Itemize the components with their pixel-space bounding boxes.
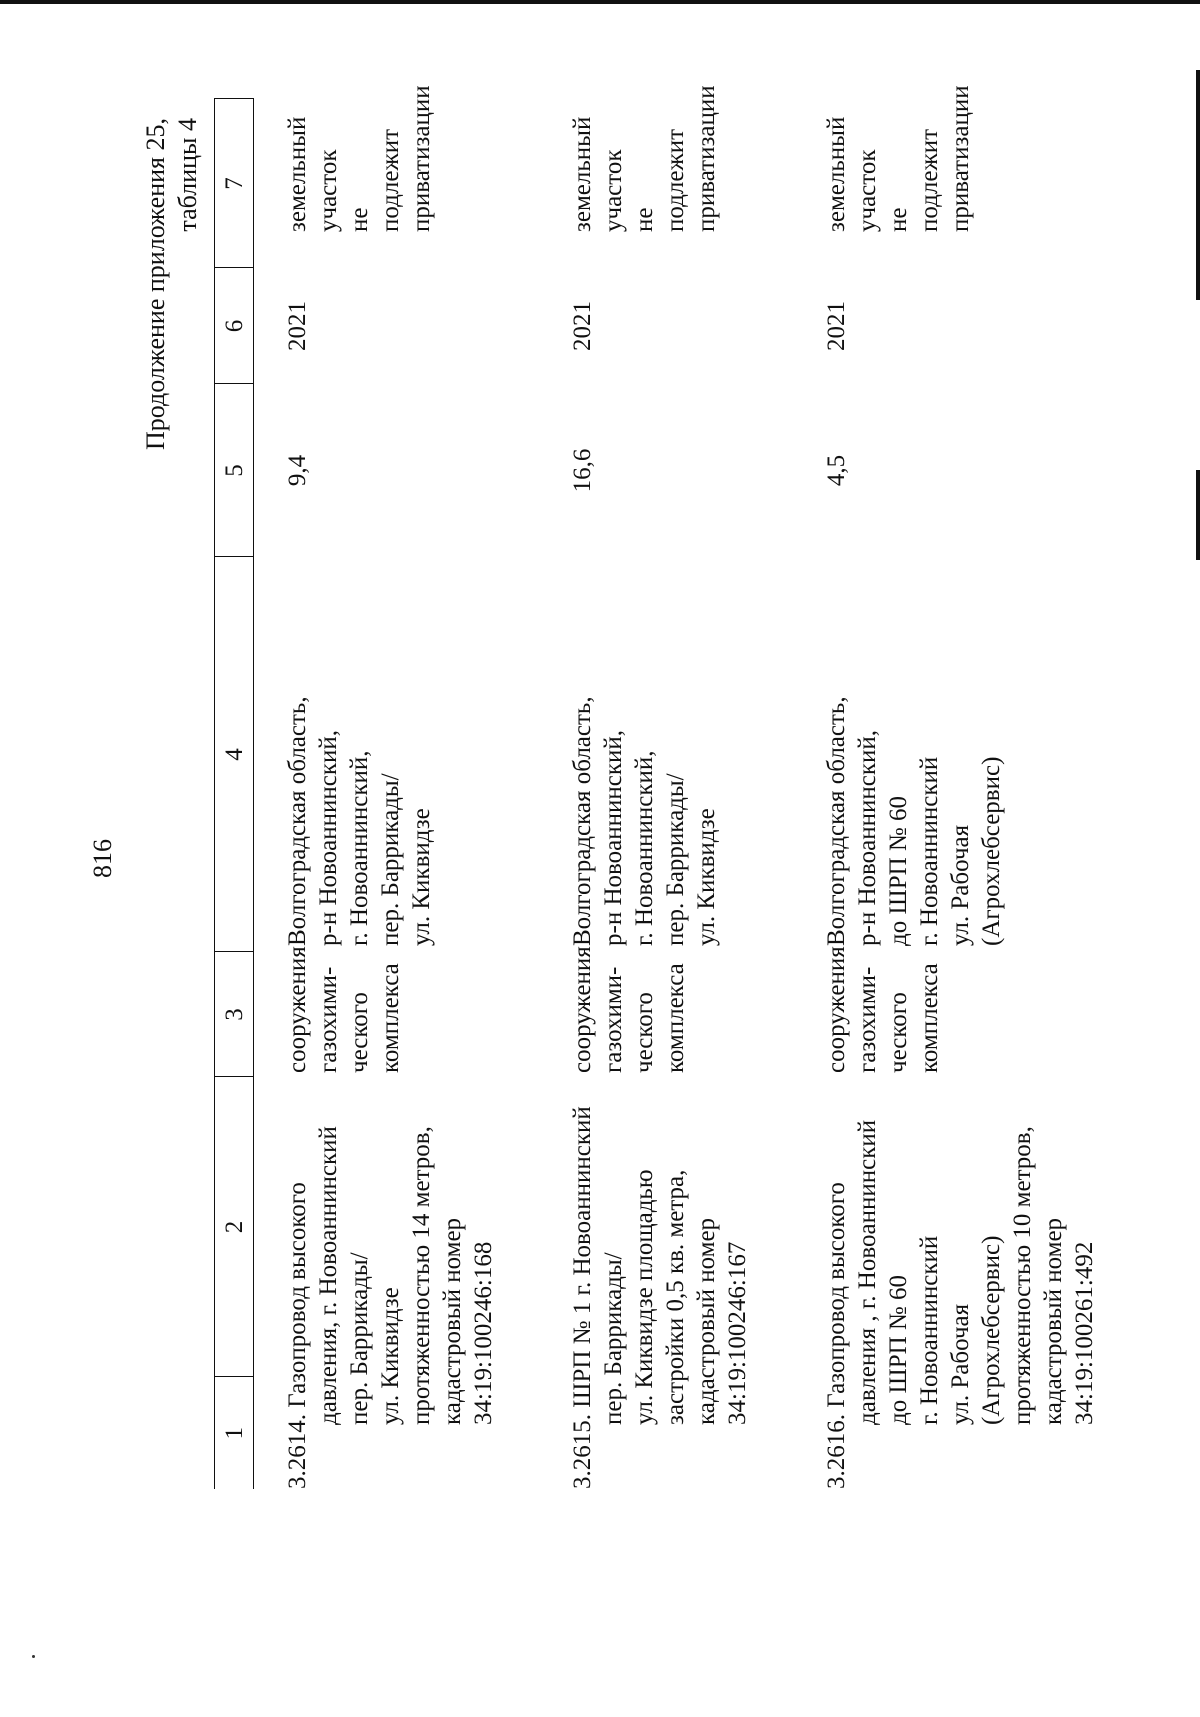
caption-line-2: таблицы 4 <box>173 118 202 232</box>
table-row <box>793 99 1140 1489</box>
name-line: протяженностью 14 метров, <box>408 1126 435 1425</box>
note-cell: земельный участок не подлежит приватизации <box>284 85 435 232</box>
name-line: давления , г. Новоаннинский <box>854 1119 881 1425</box>
name-line: ул. Киквидзе площадью <box>631 1169 658 1425</box>
address-cell: Волгоградская область, р-н Новоаннинский, до ШРП № 60 г. Новоаннинский ул. Рабочая (Агрохлебсервис) <box>823 696 1005 946</box>
note-cell: земельный участок не подлежит приватизации <box>569 85 720 232</box>
name-line: Газопровод высокого <box>823 1182 850 1408</box>
address-cell: Волгоградская область, р-н Новоаннинский, г. Новоаннинский, пер. Баррикады/ ул. Киквидзе <box>569 696 720 946</box>
value-cell: 16,6 <box>569 448 596 493</box>
name-line: протяженностью 10 метров, <box>1009 1126 1036 1425</box>
row-number: 3.2615. <box>569 1414 596 1489</box>
column-number-row <box>215 99 254 1489</box>
caption-line-1: Продолжение приложения 25, <box>141 118 170 451</box>
table-row <box>254 99 540 1489</box>
object-type-cell: сооружения газохими- ческого комплекса <box>823 946 943 1073</box>
note-cell: земельный участок не подлежит приватизации <box>823 85 974 232</box>
table-row <box>539 99 793 1489</box>
address-cell: Волгоградская область, р-н Новоаннинский, г. Новоаннинский, пер. Баррикады/ ул. Киквидзе <box>284 696 435 946</box>
name-line: давления, г. Новоаннинский <box>315 1126 342 1425</box>
value-cell: 4,5 <box>823 454 850 487</box>
name-line: (Агрохлебсервис) <box>978 1235 1005 1425</box>
name-line: 34:19:100261:492 <box>1071 1241 1098 1425</box>
name-line: Газопровод высокого <box>284 1182 311 1408</box>
name-line: кадастровый номер <box>439 1217 466 1425</box>
name-line: ул. Киквидзе <box>377 1287 404 1425</box>
name-line: ШРП № 1 г. Новоаннинский <box>569 1106 596 1408</box>
name-line: до ШРП № 60 <box>885 1275 912 1425</box>
name-line: г. Новоаннинский <box>916 1235 943 1425</box>
column-header: 5 <box>215 384 254 557</box>
column-header: 3 <box>215 952 254 1077</box>
name-line: кадастровый номер <box>693 1217 720 1425</box>
name-line: кадастровый номер <box>1040 1217 1067 1425</box>
name-line: 34:19:100246:168 <box>470 1241 497 1425</box>
name-line: ул. Рабочая <box>947 1303 974 1425</box>
column-header: 4 <box>215 557 254 952</box>
object-name-cell <box>539 1077 793 1489</box>
object-name-cell <box>254 1077 540 1489</box>
name-line: 34:19:100246:167 <box>724 1241 751 1425</box>
year-cell: 2021 <box>823 301 850 351</box>
year-cell: 2021 <box>284 301 311 351</box>
object-name-cell <box>793 1077 1140 1489</box>
object-type-cell: сооружения газохими- ческого комплекса <box>569 946 689 1073</box>
column-header: 7 <box>215 99 254 268</box>
value-cell: 9,4 <box>284 454 311 487</box>
name-line: пер. Баррикады/ <box>346 1252 373 1425</box>
row-number: 3.2616. <box>823 1414 850 1489</box>
page-number: 816 <box>88 839 117 878</box>
column-header: 1 <box>215 1377 254 1489</box>
name-line: пер. Баррикады/ <box>600 1252 627 1425</box>
property-register-table <box>214 85 1140 1490</box>
column-header: 2 <box>215 1077 254 1377</box>
year-cell: 2021 <box>569 301 596 351</box>
column-header: 6 <box>215 268 254 384</box>
row-number: 3.2614. <box>284 1414 311 1489</box>
object-type-cell: сооружения газохими- ческого комплекса <box>284 946 404 1073</box>
table-caption <box>140 118 204 450</box>
name-line: застройки 0,5 кв. метра, <box>662 1169 689 1425</box>
